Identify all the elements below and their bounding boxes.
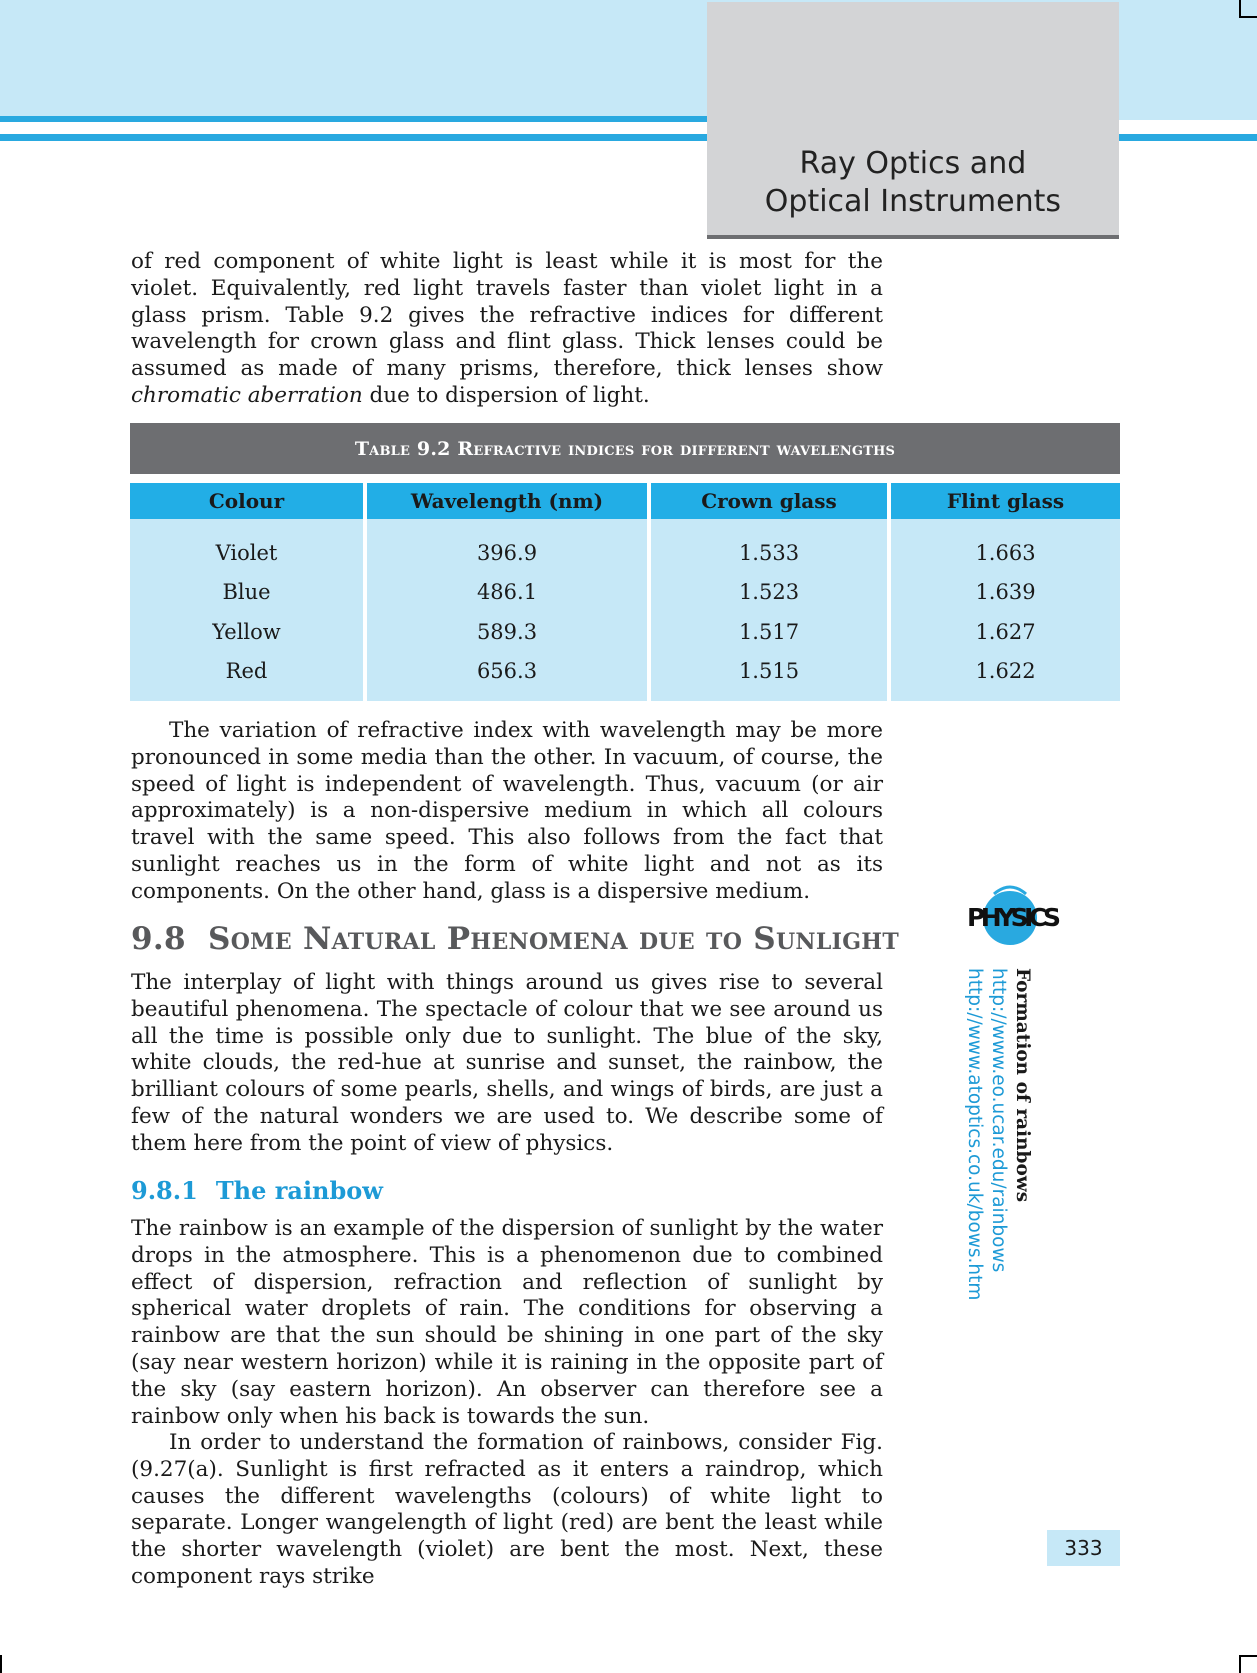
table-cell: 1.663 <box>887 519 1120 573</box>
table-cell: Blue <box>130 573 363 613</box>
table-title <box>130 423 1120 474</box>
crop-mark-bottom-right-h <box>1239 1655 1257 1657</box>
table-cell: 396.9 <box>363 519 647 573</box>
intro-text: of red component of white light is least while it is most for the violet. Equivalently, red light travels faster than violet light in a glass prism. Table 9.2 gives the refractive indices for different wavelength for crown glass and flint glass. Thick lenses could be assumed as made of many prisms, therefore, thick lenses show <box>131 249 883 382</box>
chapter-title <box>765 145 1061 221</box>
order-paragraph: In order to understand the formation of rainbows, consider Fig. (9.27(a). Sunlight is first refracted as it enters a raindrop, which causes the different wavelengths (colours) of white light to separate. Longer wangelength of light (red) are bent the least while the shorter wavelength (violet) are bent the most. Next, these component rays strike <box>131 1430 883 1589</box>
table-cell: 1.639 <box>887 573 1120 613</box>
physics-logo <box>964 882 1064 952</box>
chromatic-aberration-term: chromatic aberration <box>131 382 363 408</box>
variation-paragraph: The variation of refractive index with wavelength may be more pronounced in some media than the other. In vacuum, of course, the speed of light is independent of wavelength. Thus, vacuum (or air approximately) is a non-dispersive medium in which all colours travel with the same speed. This also follows from the fact that sunlight reaches us in the form of white light and not as its components. On the other hand, glass is a dispersive medium. <box>131 718 883 904</box>
physics-logo-graphic <box>964 882 1064 952</box>
intro-text-end: due to dispersion of light. <box>362 382 650 408</box>
subsection-number: 9.8.1 <box>131 1176 198 1205</box>
subsection-title: The rainbow <box>215 1176 383 1205</box>
interplay-paragraph: The interplay of light with things around us gives rise to several beautiful phenomena. The spectacle of colour that we see around us all the time is possible only due to sunlight. The blue of the sky, white clouds, the red-hue at sunrise and sunset, the rainbow, the brilliant colours of some pearls, shells, and wings of birds, are just a few of the natural wonders we are used to. We describe some of them here from the point of view of physics. <box>131 970 883 1156</box>
table-cell: 1.533 <box>647 519 887 573</box>
table-cell: 1.523 <box>647 573 887 613</box>
table-cell: Violet <box>130 519 363 573</box>
page-number: 333 <box>1047 1530 1120 1566</box>
table-cell: 1.627 <box>887 612 1120 652</box>
crop-mark-top-right-h <box>1239 16 1257 18</box>
header-stripe-upper <box>0 116 710 122</box>
crop-mark-bottom-left <box>0 1655 2 1673</box>
table-row <box>130 652 1120 702</box>
table-header-cell: Wavelength (nm) <box>363 483 647 519</box>
intro-paragraph <box>131 249 883 410</box>
table-row <box>130 519 1120 573</box>
table-row <box>130 612 1120 652</box>
table-header-row <box>130 483 1120 519</box>
section-title: Some Natural Phenomena due to Sunlight <box>208 921 900 957</box>
chapter-title-line-1: Ray Optics and <box>799 146 1027 181</box>
chapter-header-box <box>707 2 1119 239</box>
table-title-text: Table 9.2 Refractive indices for different wavelengths <box>354 437 896 460</box>
physics-logo-text: PHYSICS <box>967 903 1061 932</box>
sidebar-link-eo-ucar[interactable]: http://www.eo.ucar.edu/rainbows <box>988 968 1009 1273</box>
refractive-index-table <box>130 483 1120 701</box>
table-cell: 1.515 <box>647 652 887 702</box>
table-cell: Red <box>130 652 363 702</box>
chapter-title-line-2: Optical Instruments <box>764 184 1061 219</box>
rainbow-paragraph: The rainbow is an example of the dispersion of sunlight by the water drops in the atmosphere. This is a phenomenon due to combined effect of dispersion, refraction and reflection of sunlight by spherical water droplets of rain. The conditions for observing a rainbow are that the sun should be shining in one part of the sky (say near western horizon) while it is raining in the opposite part of the sky (say eastern horizon). An observer can therefore see a rainbow only when his back is towards the sun. <box>131 1216 883 1429</box>
table-header-cell: Crown glass <box>647 483 887 519</box>
table-cell: 486.1 <box>363 573 647 613</box>
table-row <box>130 573 1120 613</box>
table-cell: 1.517 <box>647 612 887 652</box>
table-cell: 589.3 <box>363 612 647 652</box>
table-cell: 656.3 <box>363 652 647 702</box>
table-cell: 1.622 <box>887 652 1120 702</box>
sidebar-links <box>962 968 1034 1300</box>
table-header-cell: Flint glass <box>887 483 1120 519</box>
crop-mark-bottom-right-v <box>1239 1655 1241 1673</box>
section-heading <box>131 921 899 957</box>
section-number: 9.8 <box>131 921 186 957</box>
subsection-heading <box>131 1176 383 1205</box>
table-cell: Yellow <box>130 612 363 652</box>
table-header-cell: Colour <box>130 483 363 519</box>
sidebar-title: Formation of rainbows <box>1012 968 1033 1203</box>
sidebar-link-atoptics[interactable]: http://www.atoptics.co.uk/bows.htm <box>964 968 985 1301</box>
